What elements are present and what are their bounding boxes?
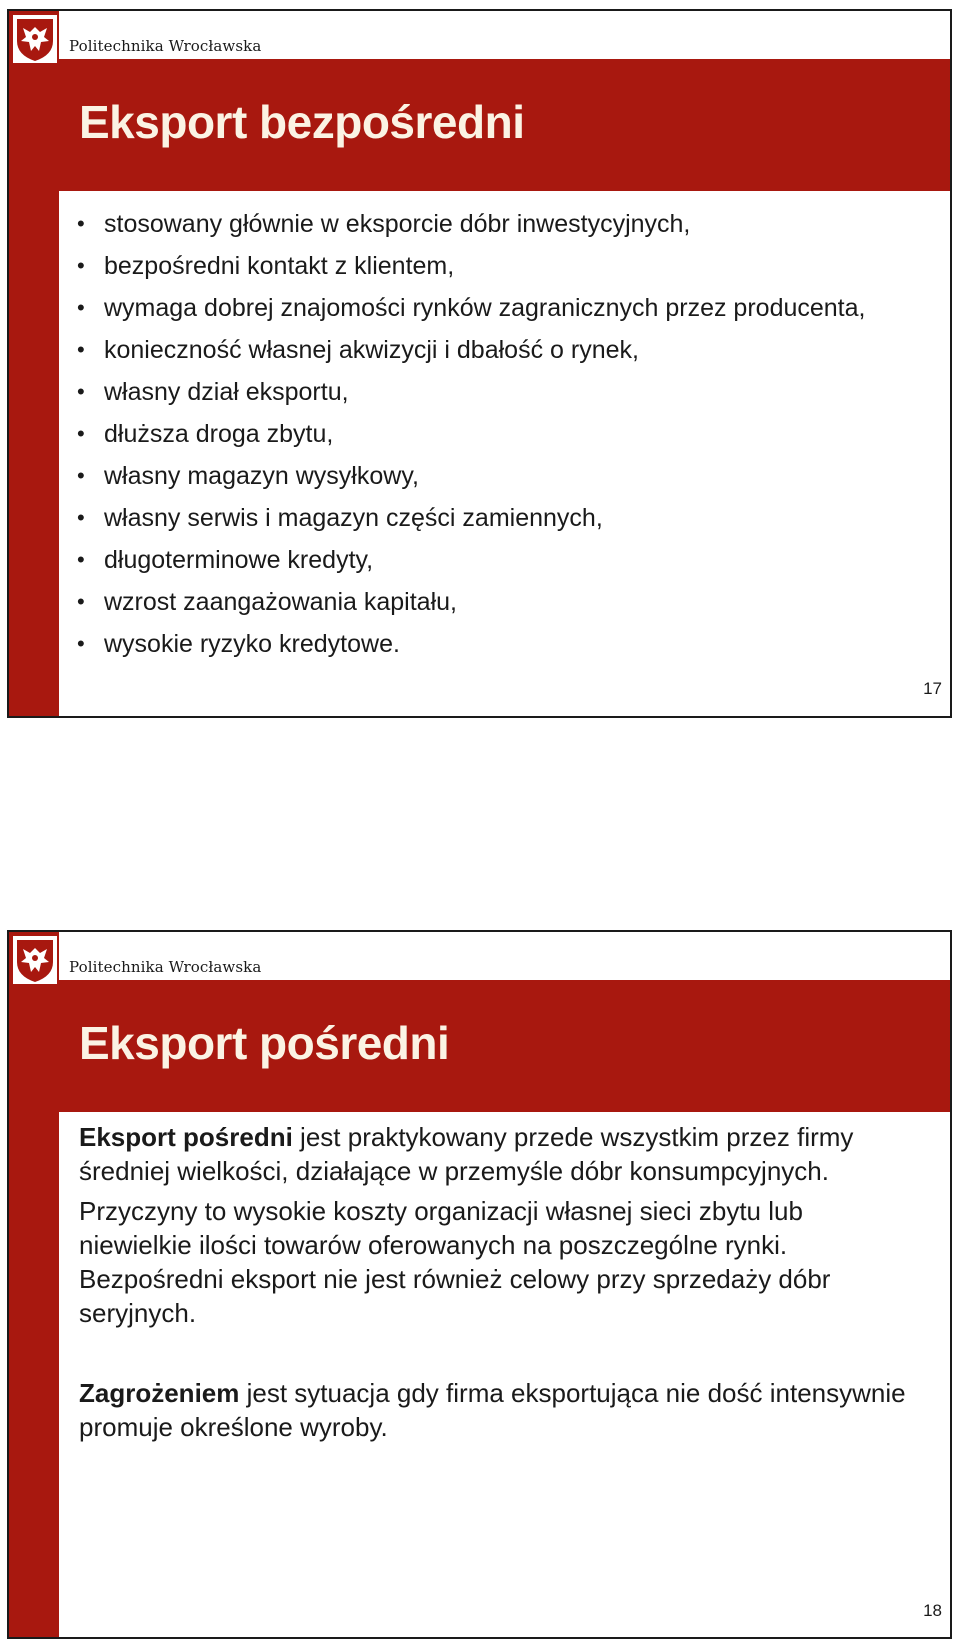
- slide-body: [79, 1120, 919, 1444]
- list-item: • własny serwis i magazyn części zamiennych,: [77, 501, 877, 535]
- list-item: • wzrost zaangażowania kapitału,: [77, 585, 877, 619]
- university-name: Politechnika Wrocławska: [69, 958, 262, 976]
- eagle-crest-icon: [13, 15, 57, 63]
- page-number: 18: [923, 1601, 942, 1620]
- left-accent-strip: [9, 932, 59, 1637]
- bullet-list: [77, 207, 877, 669]
- title-band: [59, 59, 950, 191]
- slide-17: [7, 9, 952, 718]
- paragraph-3: Zagrożeniem jest sytuacja gdy firma eksportująca nie dość intensywnie promuje określone wyroby.: [79, 1378, 906, 1442]
- list-item: • własny magazyn wysyłkowy,: [77, 459, 877, 493]
- university-name: Politechnika Wrocławska: [69, 37, 262, 55]
- bullet-dot: •: [77, 337, 85, 362]
- bullet-dot: •: [77, 295, 85, 320]
- bullet-dot: •: [77, 631, 85, 656]
- list-item: • konieczność własnej akwizycji i dbałość o rynek,: [77, 333, 877, 367]
- bullet-dot: •: [77, 379, 85, 404]
- page-number: 17: [923, 679, 942, 698]
- list-item: • dłuższa droga zbytu,: [77, 417, 877, 451]
- list-item: • wysokie ryzyko kredytowe.: [77, 627, 877, 661]
- bullet-dot: •: [77, 505, 85, 530]
- title-band: [59, 980, 950, 1112]
- slide-title: Eksport pośredni: [79, 1017, 450, 1069]
- left-accent-strip: [9, 11, 59, 716]
- eagle-crest-icon: [13, 936, 57, 984]
- bullet-dot: •: [77, 589, 85, 614]
- university-logo: [13, 936, 57, 984]
- bullet-dot: •: [77, 253, 85, 278]
- slide-18: [7, 930, 952, 1639]
- bullet-dot: •: [77, 211, 85, 236]
- list-item: • własny dział eksportu,: [77, 375, 877, 409]
- bullet-dot: •: [77, 547, 85, 572]
- paragraph-1: Eksport pośredni jest praktykowany przede wszystkim przez firmy średniej wielkości, działające w przemyśle dóbr konsumpcyjnych.: [79, 1122, 854, 1186]
- bold-term: Zagrożeniem: [79, 1378, 240, 1408]
- list-item: • stosowany głównie w eksporcie dóbr inwestycyjnych,: [77, 207, 877, 241]
- paragraph-2: Przyczyny to wysokie koszty organizacji własnej sieci zbytu lub niewielkie ilości towarów oferowanych na poszczególne rynki. Bezpośredni eksport nie jest również celowy przy sprzedaży dóbr seryjnych.: [79, 1196, 831, 1328]
- list-item: • bezpośredni kontakt z klientem,: [77, 249, 877, 283]
- bold-term: Eksport pośredni: [79, 1122, 293, 1152]
- list-item: • długoterminowe kredyty,: [77, 543, 877, 577]
- slide-title: Eksport bezpośredni: [79, 96, 525, 148]
- bullet-dot: •: [77, 421, 85, 446]
- list-item: • wymaga dobrej znajomości rynków zagranicznych przez producenta,: [77, 291, 877, 325]
- university-logo: [13, 15, 57, 63]
- bullet-dot: •: [77, 463, 85, 488]
